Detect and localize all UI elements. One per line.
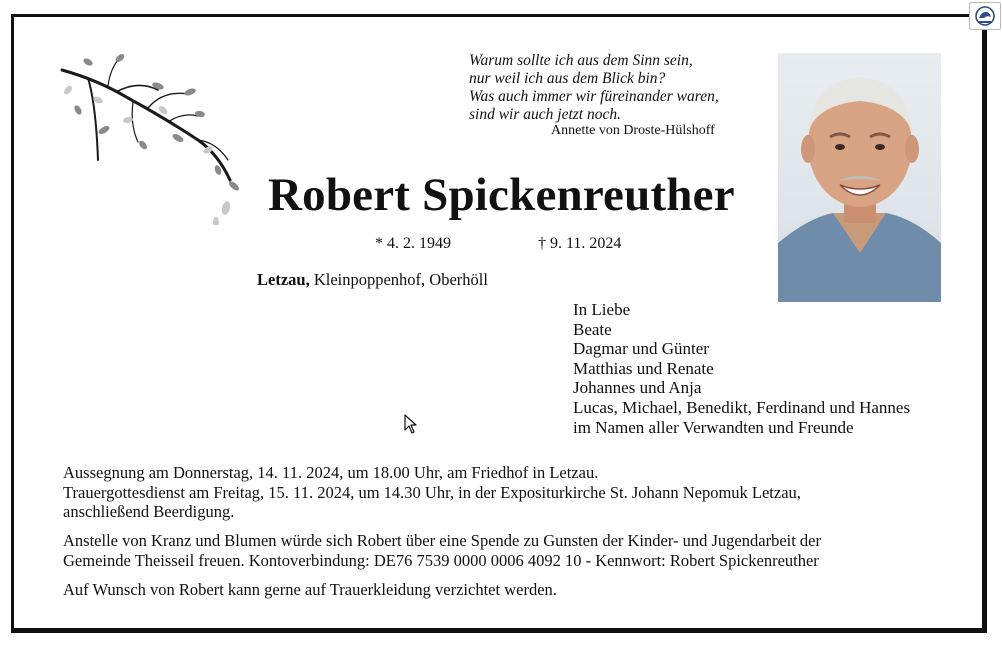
notice-line: Aussegnung am Donnerstag, 14. 11. 2024, um 18.00 Uhr, am Friedhof in Letzau. [63,463,599,482]
poem-line: nur weil ich aus dem Blick bin? [469,70,666,87]
newspaper-logo-icon[interactable] [969,2,1001,30]
poem-line: Warum sollte ich aus dem Sinn sein, [469,52,693,69]
residence-details: Kleinpoppenhof, Oberhöll [309,270,488,289]
poem-line: Was auch immer wir füreinander waren, [469,88,719,105]
notice-line: Trauergottesdienst am Freitag, 15. 11. 2024, um 14.30 Uhr, in der Expositurkirche St. Johann Nepomuk Letzau, [63,482,801,502]
notice-line: Anstelle von Kranz und Blumen würde sich Robert über eine Spende zu Gunsten der Kinder- und Jugendarbeit der [63,531,822,550]
mouse-cursor-icon [404,414,418,434]
mourner-line: im Namen aller Verwandten und Freunde [573,417,854,437]
mourner-line: Matthias und Renate [573,358,714,378]
poem-author: Annette von Droste-Hülshoff [551,123,715,138]
notice-line: anschließend Beerdigung. [63,502,235,521]
portrait-photo [778,53,941,302]
notice-line: Auf Wunsch von Robert kann gerne auf Trauerkleidung verzichtet werden. [63,580,557,599]
deceased-name: Robert Spickenreuther [268,169,735,221]
mourner-line: Dagmar und Günter [573,339,709,359]
notice-line: Gemeinde Theisseil freuen. Kontoverbindung: DE76 7539 0000 0006 4092 10 - Kennwort: Robert Spickenreuther [63,550,819,570]
mourner-line: In Liebe [573,300,631,319]
residence [257,270,488,290]
poem [469,52,769,124]
residence-town: Letzau, [257,270,310,289]
birth-date: * 4. 2. 1949 [375,235,451,252]
mourner-line: Beate [573,319,612,339]
donation-notice [63,531,943,570]
service-notice [63,463,943,522]
death-date: † 9. 11. 2024 [538,235,622,252]
poem-line: sind wir auch jetzt noch. [469,106,621,123]
branch-icon [58,50,248,225]
mourner-line: Johannes und Anja [573,378,702,398]
mourners-list [573,300,910,437]
mourner-line: Lucas, Michael, Benedikt, Ferdinand und Hannes [573,397,911,417]
attire-notice [63,580,943,600]
